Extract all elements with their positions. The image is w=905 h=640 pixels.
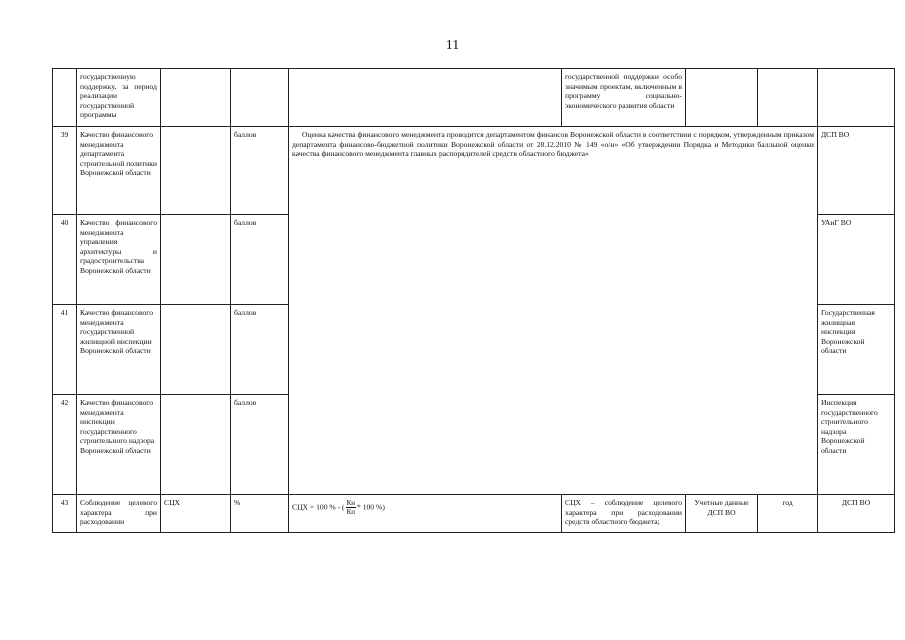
unit-cell: баллов [231, 395, 289, 495]
page-number: 11 [445, 38, 460, 53]
unit-cell [231, 69, 289, 127]
unit-cell: баллов [231, 215, 289, 305]
method-cell [289, 69, 562, 127]
formula-right: * 100 %) [357, 502, 385, 512]
responsible-cell: ДСП ВО [818, 495, 895, 533]
merged-method-cell: Оценка качества финансового менеджмента проводится департаментом финансов Воронежской области в соответствии с порядком, утвержденным приказом департамента финансово-бюджетной политики Воронежской области от 28.12.2010 № 149 «о/н» «Об утверждении Порядка и Методики балльной оценки качества финансового менеджмента главных распорядителей средств областного бюджета» [289, 127, 818, 495]
formula-cell [289, 495, 562, 533]
table-row [53, 495, 895, 533]
table-row [53, 69, 895, 127]
row-number-cell: 40 [53, 215, 77, 305]
responsible-cell [818, 69, 895, 127]
formula-left: СЦХ = 100 % - ( [292, 502, 345, 512]
row-number-cell [53, 69, 77, 127]
indicators-table [52, 68, 895, 533]
period-cell [758, 69, 818, 127]
unit-cell: % [231, 495, 289, 533]
responsible-cell: Инспекция государственного строительного надзора Воронежской области [818, 395, 895, 495]
row-number-cell: 39 [53, 127, 77, 215]
formula-fraction [346, 499, 356, 516]
code-cell [161, 127, 231, 215]
fraction-denominator: Кп [346, 508, 356, 516]
unit-cell: баллов [231, 127, 289, 215]
indicator-name-cell: Качество финансового менеджмента государственной жилищной инспекции Воронежской области [77, 305, 161, 395]
description-cell: СЦХ – соблюдение целевого характера при расходовании средств областного бюджета; [562, 495, 686, 533]
code-cell [161, 215, 231, 305]
table-row [53, 127, 895, 215]
row-number-cell: 42 [53, 395, 77, 495]
code-cell [161, 395, 231, 495]
source-cell [686, 69, 758, 127]
source-cell: Учетные данные ДСП ВО [686, 495, 758, 533]
period-cell: год [758, 495, 818, 533]
code-cell [161, 69, 231, 127]
responsible-cell: УАиГ ВО [818, 215, 895, 305]
unit-cell: баллов [231, 305, 289, 395]
indicator-name-cell: Качество финансового менеджмента управления архитектуры и градостроительства Воронежской области [77, 215, 161, 305]
fraction-numerator: Кн [346, 499, 356, 507]
description-cell: государственной поддержки особо значимым проектам, включенным в программу социально-экономического развития области [562, 69, 686, 127]
indicator-name-cell: Качество финансового менеджмента департамента строительной политики Воронежской области [77, 127, 161, 215]
responsible-cell: ДСП ВО [818, 127, 895, 215]
responsible-cell: Государственная жилищная инспекция Воронежской области [818, 305, 895, 395]
indicator-name-cell: Соблюдение целевого характера при расходовании [77, 495, 161, 533]
code-cell [161, 305, 231, 395]
row-number-cell: 43 [53, 495, 77, 533]
row-number-cell: 41 [53, 305, 77, 395]
code-cell: СЦХ [161, 495, 231, 533]
indicator-name-cell: Качество финансового менеджмента инспекции государственного строительного надзора Воронежской области [77, 395, 161, 495]
indicator-name-cell: государственную поддержку, за период реализации государственной программы [77, 69, 161, 127]
